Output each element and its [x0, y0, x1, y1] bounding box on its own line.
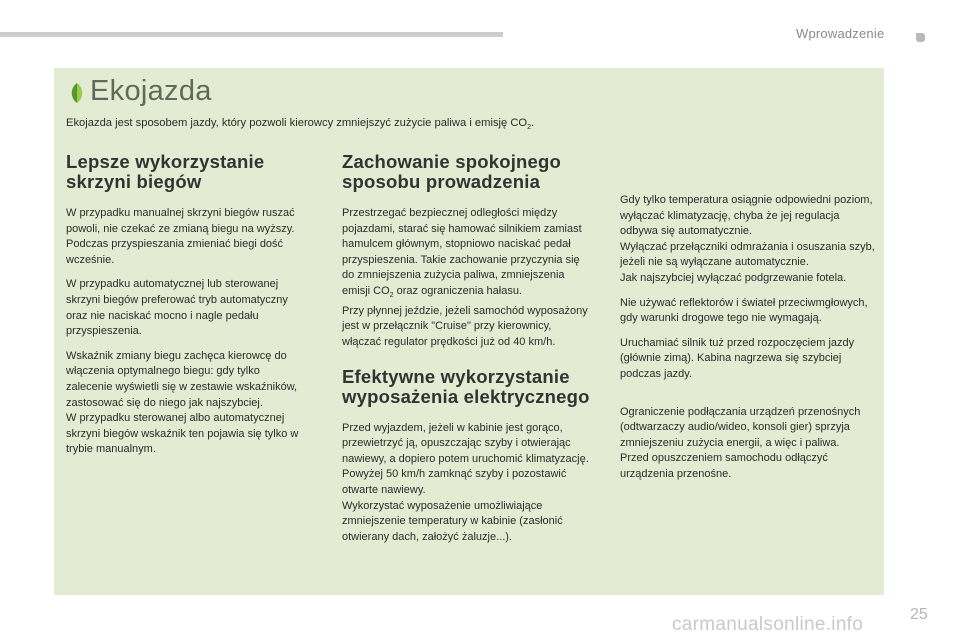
- paragraph: Ograniczenie podłączania urządzeń przenośnych (odtwarzaczy audio/wideo, konsoli gier) sprzyja zmniejszeniu zużycia energii, a więc i paliwa. Przed opuszczeniem samochodu odłączyć urządzenia przenośne.: [620, 405, 861, 480]
- column-driving: [342, 152, 592, 554]
- paragraph: Przed wyjazdem, jeżeli w kabinie jest gorąco, przewietrzyć ją, opuszczając szyby i otwierając nawiewy, a dopiero potem uruchomić klimatyzację. Powyżej 50 km/h zamknąć szyby i pozostawić otwarte nawiewy. Wykorzystać wyposażenie umożliwiające zmniejszenie temperatury w kabinie (zasłonić otwierany dach, założyć żaluzje...).: [342, 421, 589, 543]
- paragraph: W przypadku manualnej skrzyni biegów ruszać powoli, nie czekać ze zmianą biegu na wyższy. Podczas przyspieszania zmieniać biegi dość wcześnie.: [66, 207, 295, 266]
- page-title: Ekojazda: [90, 75, 212, 107]
- section-title: Wprowadzenie: [796, 26, 885, 41]
- page-number: 25: [910, 606, 928, 623]
- paragraph: Przestrzegać bezpiecznej odległości między pojazdami, starać się hamować silnikiem zamiast hamulcem głównym, stopniowo naciskać pedał przyspieszenia. Takie zachowanie przyczynia się do zmniejszenia zużycia paliwa, zmniejszenia emisji $CO_2$ oraz ograniczenia hałasu. Przy płynnej jeździe, jeżeli samochód wyposażony jest w przełącznik "Cruise" przy kierownicy, włączać regulator prędkości już od 40 km/h.: [342, 207, 588, 348]
- paragraph: Uruchamiać silnik tuż przed rozpoczęciem jazdy (głównie zimą). Kabina nagrzewa się szybciej podczas jazdy.: [620, 336, 855, 380]
- intro-text: Ekojazda jest sposobem jazdy, który pozwoli kierowcy zmniejszyć zużycie paliwa i emisję $CO_2$.: [66, 117, 535, 132]
- paragraph: Gdy tylko temperatura osiągnie odpowiedni poziom, wyłączać klimatyzację, chyba że jej regulacja odbywa się automatycznie. Wyłączać przełączniki odmrażania i osuszania szyb, jeżeli nie są wyłączane automatycznie. Jak najszybciej wyłączać podgrzewanie fotela.: [620, 194, 875, 284]
- heading-electrical: Efektywne wykorzystanie wyposażenia elektrycznego: [342, 365, 590, 407]
- column-equipment: [620, 193, 875, 492]
- column-gearbox: [66, 152, 306, 467]
- page-marker-icon: [916, 33, 925, 42]
- paragraph: Wskaźnik zmiany biegu zachęca kierowcę do włączenia optymalnego biegu: gdy tylko zalecenie wyświetli się w zestawie wskaźników, zastosować się do niego jak najszybciej. W przypadku sterowanej albo automatycznej skrzyni biegów wskaźnik ten pojawia się tylko w trybie manualnym.: [66, 349, 299, 456]
- paragraph: W przypadku automatycznej lub sterowanej skrzyni biegów preferować tryb automatyczny oraz nie naciskać mocno i nagle pedału przyspieszenia.: [66, 278, 288, 338]
- heading-driving: Zachowanie spokojnego sposobu prowadzenia: [342, 151, 562, 192]
- watermark: carmanualsonline.info: [672, 614, 864, 635]
- header-rule: [0, 32, 503, 37]
- leaf-icon: [66, 82, 88, 104]
- paragraph: Nie używać reflektorów i świateł przeciwmgłowych, gdy warunki drogowe tego nie wymagają.: [620, 296, 868, 325]
- heading-gearbox: Lepsze wykorzystanie skrzyni biegów: [66, 151, 265, 192]
